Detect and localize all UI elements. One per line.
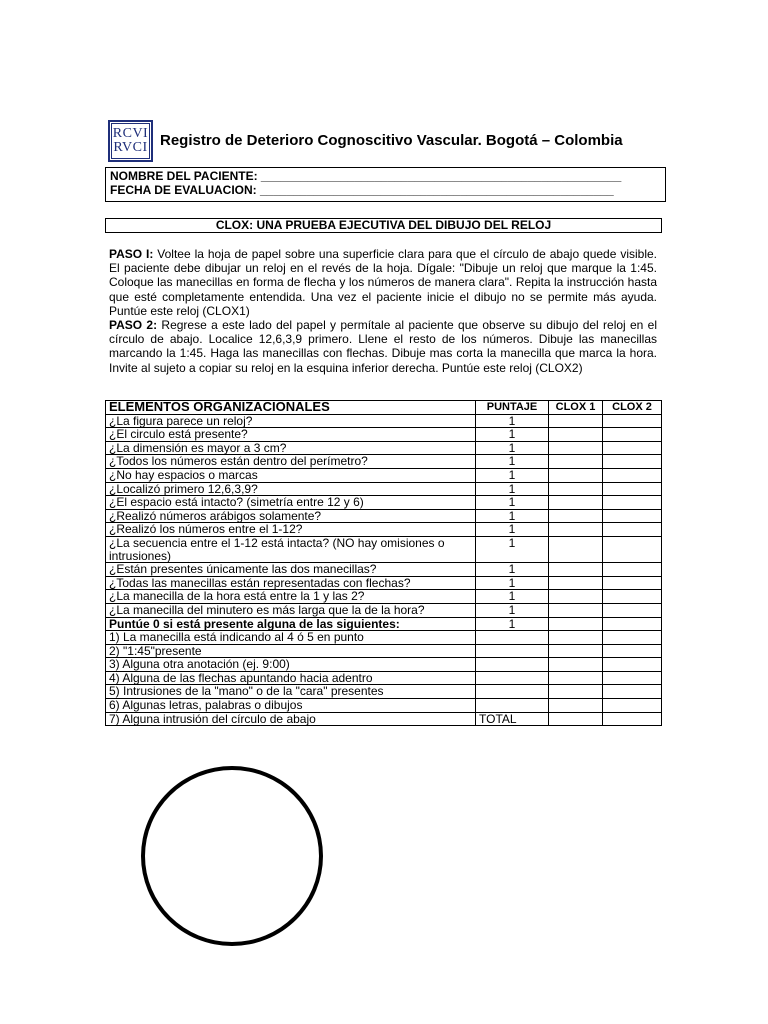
clox1-cell[interactable]: [549, 496, 603, 510]
header-elements: ELEMENTOS ORGANIZACIONALES: [106, 401, 476, 415]
rcvi-logo: [108, 120, 153, 162]
clox1-cell[interactable]: [549, 428, 603, 442]
clox2-cell[interactable]: [603, 563, 662, 577]
row-score: 1: [476, 563, 549, 577]
patient-info-box: [105, 167, 666, 202]
clox1-cell[interactable]: [549, 576, 603, 590]
clox2-cell[interactable]: [603, 523, 662, 537]
row-item: ¿El circulo está presente?: [106, 428, 476, 442]
table-row: [106, 414, 662, 428]
table-row: [106, 644, 662, 658]
table-row: [106, 671, 662, 685]
row-score: [476, 671, 549, 685]
step-2: [109, 318, 657, 375]
clox1-cell[interactable]: [549, 658, 603, 672]
row-score: 1: [476, 509, 549, 523]
row-score: 1: [476, 414, 549, 428]
clox2-cell[interactable]: [603, 644, 662, 658]
clox1-cell[interactable]: [549, 523, 603, 537]
clox2-cell[interactable]: [603, 509, 662, 523]
page-title: Registro de Deterioro Cognoscitivo Vascular. Bogotá – Colombia: [160, 132, 623, 149]
row-score: 1: [476, 617, 549, 631]
scoring-table: [105, 400, 662, 726]
clox2-cell[interactable]: [603, 603, 662, 617]
clox2-cell[interactable]: [603, 455, 662, 469]
row-item: ¿Están presentes únicamente las dos manecillas?: [106, 563, 476, 577]
row-score: 1: [476, 428, 549, 442]
table-header-row: [106, 401, 662, 415]
table-row: [106, 441, 662, 455]
clox1-cell[interactable]: [549, 468, 603, 482]
clox1-cell[interactable]: [549, 441, 603, 455]
table-row: [106, 523, 662, 537]
clox2-cell[interactable]: [603, 428, 662, 442]
row-item: ¿La figura parece un reloj?: [106, 414, 476, 428]
table-row: [106, 685, 662, 699]
logo-line-2: RVCI: [113, 140, 148, 155]
row-item: ¿Todas las manecillas están representadas con flechas?: [106, 576, 476, 590]
row-score: 1: [476, 590, 549, 604]
table-row: [106, 468, 662, 482]
step-1-text: Voltee la hoja de papel sobre una superficie clara para que el círculo de abajo quede visible. El paciente debe dibujar un reloj en el revés de la hoja. Dígale: "Dibuje un reloj que marque la 1:45. Coloque las manecillas en forma de flecha y los números de manera clara". Repita la instrucción hasta que esté completamente entendida. Una vez el paciente inicie el dibujo no se permite más ayuda. Puntúe este reloj (CLOX1): [109, 247, 657, 318]
clox1-cell[interactable]: [549, 644, 603, 658]
clox2-cell[interactable]: [603, 617, 662, 631]
logo-frame: [111, 123, 150, 159]
clox2-cell[interactable]: [603, 468, 662, 482]
row-item: ¿La manecilla de la hora está entre la 1 y las 2?: [106, 590, 476, 604]
row-item: Puntúe 0 si está presente alguna de las siguientes:: [106, 617, 476, 631]
table-row: [106, 536, 662, 562]
clox1-cell[interactable]: [549, 509, 603, 523]
clox2-cell[interactable]: [603, 441, 662, 455]
table-row: [106, 576, 662, 590]
clox1-cell[interactable]: [549, 563, 603, 577]
patient-name-field[interactable]: NOMBRE DEL PACIENTE: ______________________________________________________: [110, 169, 622, 183]
row-score: 1: [476, 496, 549, 510]
row-item: 4) Alguna de las flechas apuntando hacia adentro: [106, 671, 476, 685]
row-item: ¿Realizó números arábigos solamente?: [106, 509, 476, 523]
row-score: TOTAL: [476, 712, 549, 726]
clox2-cell[interactable]: [603, 576, 662, 590]
clox2-cell[interactable]: [603, 482, 662, 496]
row-item: ¿Localizó primero 12,6,3,9?: [106, 482, 476, 496]
row-item: 1) La manecilla está indicando al 4 ó 5 en punto: [106, 631, 476, 645]
table-row: [106, 712, 662, 726]
clox2-cell[interactable]: [603, 712, 662, 726]
clox-section-title: CLOX: UNA PRUEBA EJECUTIVA DEL DIBUJO DEL RELOJ: [105, 218, 662, 233]
row-item: 6) Algunas letras, palabras o dibujos: [106, 699, 476, 713]
row-score: [476, 631, 549, 645]
table-row: [106, 590, 662, 604]
header-clox2: CLOX 2: [603, 401, 662, 415]
row-item: 5) Intrusiones de la "mano" o de la "cara" presentes: [106, 685, 476, 699]
clox1-cell[interactable]: [549, 455, 603, 469]
row-score: 1: [476, 536, 549, 562]
row-score: 1: [476, 576, 549, 590]
table-row: [106, 482, 662, 496]
clox2-cell[interactable]: [603, 631, 662, 645]
table-row: [106, 658, 662, 672]
clox1-cell[interactable]: [549, 536, 603, 562]
clox2-cell[interactable]: [603, 496, 662, 510]
table-row: [106, 428, 662, 442]
clox2-cell[interactable]: [603, 685, 662, 699]
clox1-cell[interactable]: [549, 590, 603, 604]
row-item: ¿La manecilla del minutero es más larga que la de la hora?: [106, 603, 476, 617]
clox2-cell[interactable]: [603, 414, 662, 428]
instructions: [109, 247, 657, 375]
row-item: ¿Realizó los números entre el 1-12?: [106, 523, 476, 537]
step-1-label: PASO I:: [109, 247, 154, 261]
row-item: 2) "1:45"presente: [106, 644, 476, 658]
row-item: 7) Alguna intrusión del círculo de abajo: [106, 712, 476, 726]
table-row: [106, 496, 662, 510]
clox2-cell[interactable]: [603, 536, 662, 562]
clox2-cell[interactable]: [603, 671, 662, 685]
clox2-cell[interactable]: [603, 658, 662, 672]
row-item: ¿La dimensión es mayor a 3 cm?: [106, 441, 476, 455]
header-clox1: CLOX 1: [549, 401, 603, 415]
clox1-cell[interactable]: [549, 631, 603, 645]
table-row: [106, 509, 662, 523]
clox1-cell[interactable]: [549, 482, 603, 496]
row-score: 1: [476, 455, 549, 469]
row-score: [476, 644, 549, 658]
scoring-table-body: [106, 401, 662, 726]
row-item: ¿Todos los números están dentro del perímetro?: [106, 455, 476, 469]
row-score: 1: [476, 441, 549, 455]
clox2-cell[interactable]: [603, 590, 662, 604]
evaluation-date-field[interactable]: FECHA DE EVALUACION: _____________________________________________________: [110, 183, 614, 197]
clock-drawing-circle: [141, 766, 323, 946]
row-item: ¿La secuencia entre el 1-12 está intacta? (NO hay omisiones o intrusiones): [106, 536, 476, 562]
row-score: [476, 699, 549, 713]
clox1-cell[interactable]: [549, 414, 603, 428]
table-row: [106, 631, 662, 645]
step-2-label: PASO 2:: [109, 318, 158, 333]
clox1-cell[interactable]: [549, 671, 603, 685]
clox1-cell[interactable]: [549, 699, 603, 713]
row-item: ¿El espacio está intacto? (simetría entre 12 y 6): [106, 496, 476, 510]
row-item: 3) Alguna otra anotación (ej. 9:00): [106, 658, 476, 672]
row-score: 1: [476, 482, 549, 496]
header-score: PUNTAJE: [476, 401, 549, 415]
row-item: ¿No hay espacios o marcas: [106, 468, 476, 482]
table-row: [106, 563, 662, 577]
clox1-cell[interactable]: [549, 617, 603, 631]
row-score: [476, 685, 549, 699]
clox1-cell[interactable]: [549, 685, 603, 699]
row-score: 1: [476, 523, 549, 537]
table-row: [106, 617, 662, 631]
step-2-text: Regrese a este lado del papel y permítale al paciente que observe su dibujo del reloj en el círculo de abajo. Localice 12,6,3,9 primero. Llene el resto de los números. Dibuje las manecillas marcando la 1:45. Haga las manecillas con flechas. Dibuje mas corta la manecilla que marca la hora. Invite al sujeto a copiar su reloj en la esquina inferior derecha. Puntúe este reloj (CLOX2): [109, 318, 658, 375]
row-score: 1: [476, 603, 549, 617]
clox1-cell[interactable]: [549, 712, 603, 726]
row-score: [476, 658, 549, 672]
table-row: [106, 455, 662, 469]
table-row: [106, 699, 662, 713]
clox1-cell[interactable]: [549, 603, 603, 617]
row-score: 1: [476, 468, 549, 482]
logo-line-1: RCVI: [112, 126, 149, 141]
table-row: [106, 603, 662, 617]
step-1: [109, 247, 657, 318]
clox2-cell[interactable]: [603, 699, 662, 713]
